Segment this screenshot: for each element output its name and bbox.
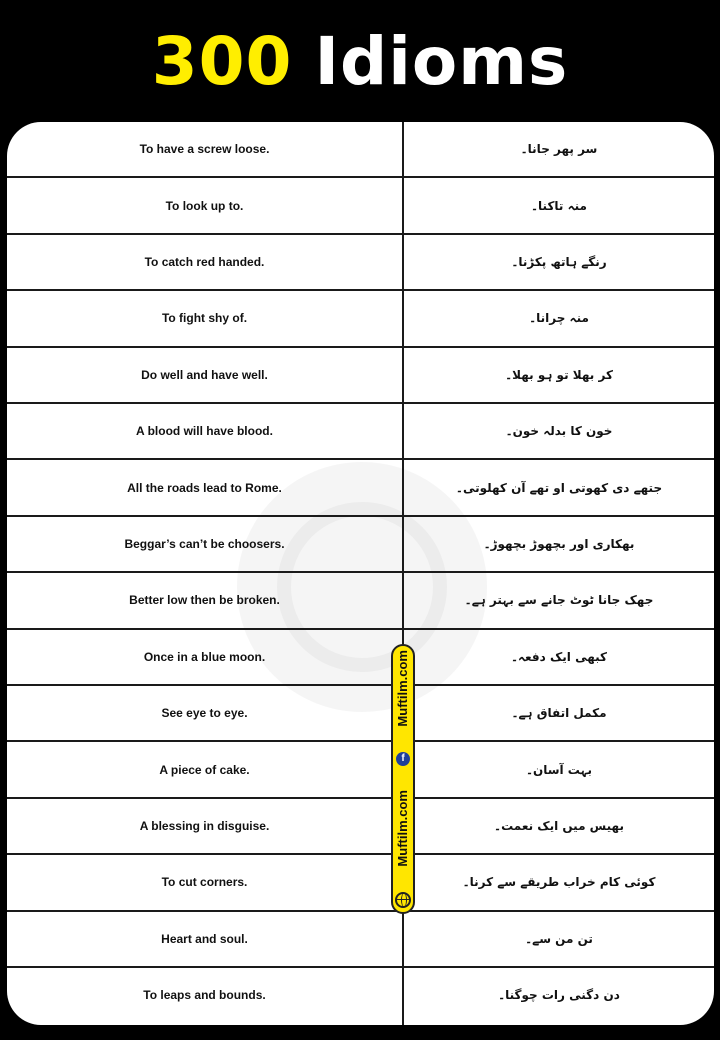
table-row	[7, 517, 714, 573]
site-label-bottom: Muftilm.com	[395, 790, 410, 868]
idiom-urdu: منہ تاکنا۔	[531, 198, 587, 213]
idiom-english: See eye to eye.	[161, 706, 248, 721]
idiom-urdu: خون کا بدلہ خون۔	[505, 424, 613, 439]
table-row	[7, 573, 714, 629]
table-row	[7, 630, 714, 686]
idiom-english: Heart and soul.	[161, 931, 248, 946]
title-number: 300	[151, 22, 293, 100]
table-rows	[7, 122, 714, 1025]
idiom-urdu: بھیس میں ایک نعمت۔	[494, 818, 624, 833]
idiom-english: All the roads lead to Rome.	[127, 480, 282, 495]
facebook-icon: f	[396, 752, 410, 766]
idiom-english: Beggar’s can’t be choosers.	[124, 536, 285, 551]
table-row	[7, 912, 714, 968]
site-label-top: Muftilm.com	[395, 650, 410, 727]
idiom-english: A blessing in disguise.	[139, 818, 270, 833]
idiom-english: Once in a blue moon.	[143, 649, 266, 664]
table-row	[7, 799, 714, 855]
idiom-urdu: کر بھلا تو ہو بھلا۔	[505, 367, 613, 382]
idiom-urdu: بہت آسان۔	[525, 762, 593, 777]
idiom-english: Do well and have well.	[141, 367, 268, 382]
idiom-english: To have a screw loose.	[139, 142, 270, 157]
table-row	[7, 855, 714, 911]
table-row	[7, 686, 714, 742]
globe-icon	[395, 892, 411, 908]
idiom-urdu: جتھے دی کھوتی او تھے آن کھلوتی۔	[455, 480, 663, 495]
idiom-urdu: سر پھر جانا۔	[520, 142, 598, 157]
idiom-english: To look up to.	[165, 198, 244, 213]
table-row	[7, 348, 714, 404]
idiom-urdu: بھکاری اور بچھوڑ بچھوڑ۔	[483, 536, 635, 551]
idiom-english: To catch red handed.	[144, 254, 265, 269]
title-word: Idioms	[314, 22, 569, 100]
table-row	[7, 235, 714, 291]
idiom-english: A blood will have blood.	[136, 424, 273, 439]
table-row	[7, 460, 714, 516]
idiom-urdu: کبھی ایک دفعہ۔	[510, 649, 608, 664]
table-row	[7, 404, 714, 460]
idiom-urdu: تن من سے۔	[525, 931, 593, 946]
idioms-table	[7, 122, 714, 1025]
idiom-urdu: منہ چرانا۔	[529, 311, 589, 326]
idiom-urdu: رنگے ہاتھ پکڑنا۔	[511, 254, 607, 269]
idiom-urdu: مکمل اتفاق ہے۔	[511, 706, 607, 721]
table-row	[7, 742, 714, 798]
idiom-urdu: جھک جانا ٹوٹ جانے سے بہتر ہے۔	[464, 593, 654, 608]
idiom-english: A piece of cake.	[159, 762, 250, 777]
idiom-english: To leaps and bounds.	[143, 988, 266, 1003]
site-badge	[391, 644, 415, 914]
idiom-english: To cut corners.	[161, 875, 248, 890]
idiom-urdu: کوئی کام خراب طریقے سے کرنا۔	[462, 875, 656, 890]
table-row	[7, 968, 714, 1024]
table-row	[7, 291, 714, 347]
table-row	[7, 178, 714, 234]
idiom-urdu: دن دگنی رات چوگنا۔	[498, 988, 620, 1003]
page-title	[0, 0, 720, 122]
table-row	[7, 122, 714, 178]
idiom-english: Better low then be broken.	[129, 593, 280, 608]
idiom-english: To fight shy of.	[161, 311, 248, 326]
